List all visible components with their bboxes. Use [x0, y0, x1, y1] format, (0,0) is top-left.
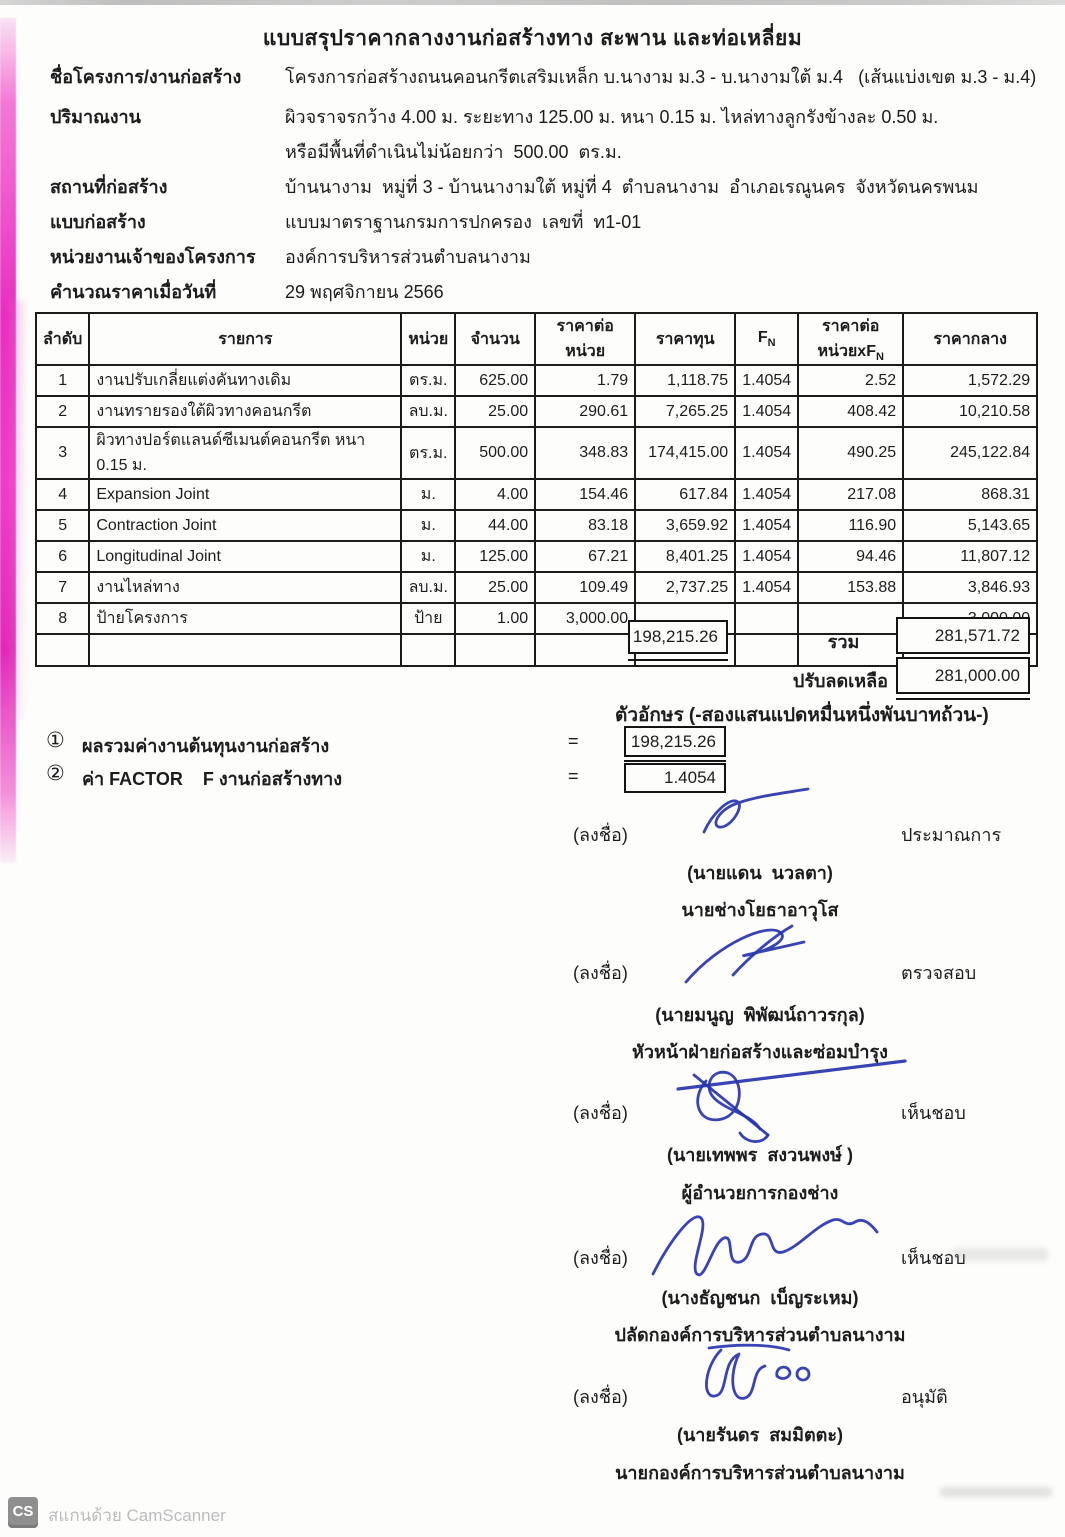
signature-4-ink	[645, 1202, 885, 1292]
cell-unit: ตร.ม.	[401, 365, 455, 396]
cell-unit-price-fn: 490.25	[798, 427, 903, 479]
signature-3-title: ผู้อำนวยการกองช่าง	[681, 1183, 839, 1203]
col-header-fn: $F_N$	[735, 313, 798, 365]
adjusted-value-box: 281,000.00	[896, 657, 1030, 694]
cell-unit-price: 290.61	[535, 396, 635, 427]
amount-in-words: ตัวอักษร (-สองแสนแปดหมื่นหนึ่งพันบาทถ้วน-)	[615, 705, 989, 726]
signature-5-name: (นายรันดร สมมิตตะ)	[676, 1425, 844, 1445]
cell-unit: ม.	[401, 541, 455, 572]
cell-unit-price: 109.49	[535, 572, 635, 603]
cell-item: Expansion Joint	[89, 479, 401, 510]
sum-value-box: 281,571.72	[896, 617, 1030, 654]
note1-equals: =	[568, 731, 579, 751]
col-header-mid-price: ราคากลาง	[903, 313, 1037, 365]
signature-3-ink	[660, 1055, 915, 1153]
field-label-project: ชื่อโครงการ/งานก่อสร้าง	[50, 67, 242, 87]
cell-fn: 1.4054	[735, 396, 798, 427]
field-label-date: คำนวณราคาเมื่อวันที่	[50, 282, 217, 302]
cell-empty	[735, 634, 798, 666]
col-header-unit-price-xfn: ราคาต่อหน่วย$xF_N$	[798, 313, 903, 365]
cell-qty: 500.00	[455, 427, 535, 479]
cell-item: ผิวทางปอร์ตแลนด์ซีเมนต์คอนกรีต หนา 0.15 ม.	[89, 427, 401, 479]
cell-unit: ป้าย	[401, 603, 455, 634]
col-header-unit-price: ราคาต่อหน่วย	[535, 313, 635, 365]
cell-unit-price: 1.79	[535, 365, 635, 396]
signature-1-ink	[688, 782, 820, 844]
cell-no: 7	[36, 572, 89, 603]
table-row	[36, 479, 1037, 510]
cell-fn: 1.4054	[735, 479, 798, 510]
cell-cost: 7,265.25	[635, 396, 735, 427]
field-value-date: 29 พฤศจิกายน 2566	[285, 282, 444, 302]
cell-cost: 8,401.25	[635, 541, 735, 572]
col-header-cost: ราคาทุน	[635, 313, 735, 365]
cell-mid-price: 11,807.12	[903, 541, 1037, 572]
cell-unit-price-fn: 153.88	[798, 572, 903, 603]
cell-qty: 44.00	[455, 510, 535, 541]
signature-4-role: เห็นชอบ	[901, 1248, 966, 1268]
signature-5-ink	[685, 1340, 840, 1422]
cell-unit-price-fn: 217.08	[798, 479, 903, 510]
cell-unit-price: 3,000.00	[535, 603, 635, 634]
cell-item: ป้ายโครงการ	[89, 603, 401, 634]
cell-unit: ตร.ม.	[401, 427, 455, 479]
field-value-quantity: ผิวจราจรกว้าง 4.00 ม. ระยะทาง 125.00 ม. หนา 0.15 ม. ไหล่ทางลูกรังข้างละ 0.50 ม.	[285, 107, 939, 127]
cell-no: 3	[36, 427, 89, 479]
sign-here-label: (ลงชื่อ)	[573, 963, 628, 983]
field-label-quantity: ปริมาณงาน	[50, 107, 141, 127]
cell-fn: 1.4054	[735, 572, 798, 603]
cell-cost: 1,118.75	[635, 365, 735, 396]
cell-empty	[455, 634, 535, 666]
signature-3-role: เห็นชอบ	[901, 1103, 966, 1123]
cell-mid-price: 5,143.65	[903, 510, 1037, 541]
cost-total-underline	[628, 659, 728, 661]
field-value-location: บ้านนางาม หมู่ที่ 3 - บ้านนางามใต้ หมู่ที่ 4 ตำบลนางาม อำเภอเรณูนคร จังหวัดนครพนม	[285, 177, 979, 197]
cell-unit-price-fn: 116.90	[798, 510, 903, 541]
sign-here-label: (ลงชื่อ)	[573, 1387, 628, 1407]
cell-unit: ลบ.ม.	[401, 572, 455, 603]
note1-number: ①	[46, 729, 65, 752]
note2-equals: =	[568, 766, 579, 786]
cell-fn	[735, 603, 798, 634]
sum-label: รวม	[827, 632, 860, 652]
note2-label: ค่า FACTOR F งานก่อสร้างทาง	[82, 769, 343, 789]
cell-fn: 1.4054	[735, 541, 798, 572]
table-row	[36, 365, 1037, 396]
cost-table	[35, 312, 1038, 667]
cell-unit: ลบ.ม.	[401, 396, 455, 427]
cell-mid-price: 3,846.93	[903, 572, 1037, 603]
sign-here-label: (ลงชื่อ)	[573, 825, 628, 845]
table-row	[36, 572, 1037, 603]
signature-4-name: (นางธัญชนก เบ็ญระเหม)	[661, 1288, 859, 1308]
cell-unit-price: 348.83	[535, 427, 635, 479]
signature-5-title: นายกองค์การบริหารส่วนตำบลนางาม	[615, 1463, 905, 1483]
note1-underline	[624, 760, 726, 762]
field-label-drawing: แบบก่อสร้าง	[50, 212, 146, 232]
cell-mid-price: 1,572.29	[903, 365, 1037, 396]
signature-2-title: หัวหน้าฝ่ายก่อสร้างและซ่อมบำรุง	[632, 1042, 888, 1062]
cell-mid-price: 868.31	[903, 479, 1037, 510]
cell-cost: 3,659.92	[635, 510, 735, 541]
signature-2-role: ตรวจสอบ	[901, 963, 977, 983]
cell-item: Contraction Joint	[89, 510, 401, 541]
cell-item: งานปรับเกลี่ยแต่งคันทางเดิม	[89, 365, 401, 396]
cell-unit-price: 83.18	[535, 510, 635, 541]
scan-pink-haze-artifact	[10, 300, 24, 720]
cell-no: 1	[36, 365, 89, 396]
cell-no: 5	[36, 510, 89, 541]
cell-fn: 1.4054	[735, 427, 798, 479]
signature-3-name: (นายเทพพร สงวนพงษ์ )	[666, 1145, 854, 1165]
cell-unit: ม.	[401, 510, 455, 541]
cell-empty	[535, 634, 635, 666]
cell-qty: 4.00	[455, 479, 535, 510]
signature-1-name: (นายแดน นวลตา)	[687, 863, 833, 883]
cell-unit-price-fn: 408.42	[798, 396, 903, 427]
cell-empty	[89, 634, 401, 666]
cell-fn: 1.4054	[735, 510, 798, 541]
cell-empty	[401, 634, 455, 666]
note1-value-box: 198,215.26	[624, 726, 726, 757]
note1-label: ผลรวมค่างานต้นทุนงานก่อสร้าง	[82, 736, 330, 756]
cell-item: งานทรายรองใต้ผิวทางคอนกรีต	[89, 396, 401, 427]
cell-cost: 2,737.25	[635, 572, 735, 603]
table-row	[36, 510, 1037, 541]
cell-no: 2	[36, 396, 89, 427]
scan-smudge	[940, 1487, 1052, 1497]
col-header-qty: จำนวน	[455, 313, 535, 365]
sign-here-label: (ลงชื่อ)	[573, 1103, 628, 1123]
field-value-project: โครงการก่อสร้างถนนคอนกรีตเสริมเหล็ก บ.นางาม ม.3 - บ.นางามใต้ ม.4 (เส้นแบ่งเขต ม.3 - ม.4)	[285, 67, 1037, 87]
cell-cost: 174,415.00	[635, 427, 735, 479]
field-value-drawing: แบบมาตราฐานกรมการปกครอง เลขที่ ท1-01	[285, 212, 642, 232]
sign-here-label: (ลงชื่อ)	[573, 1248, 628, 1268]
col-header-no: ลำดับ	[36, 313, 89, 365]
table-row	[36, 541, 1037, 572]
field-value-quantity2: หรือมีพื้นที่ดำเนินไม่น้อยกว่า 500.00 ตร.ม.	[285, 142, 622, 162]
note2-value-box: 1.4054	[624, 763, 726, 793]
cell-unit-price-fn: 2.52	[798, 365, 903, 396]
cell-qty: 25.00	[455, 396, 535, 427]
adjusted-label: ปรับลดเหลือ	[792, 671, 888, 691]
col-header-item: รายการ	[89, 313, 401, 365]
camscanner-watermark: สแกนด้วย CamScanner	[48, 1506, 226, 1525]
table-row	[36, 427, 1037, 479]
signature-2-ink	[678, 920, 833, 992]
camscanner-logo-icon: CS	[8, 1497, 38, 1525]
cell-mid-price: 245,122.84	[903, 427, 1037, 479]
cell-qty: 625.00	[455, 365, 535, 396]
col-header-unit: หน่วย	[401, 313, 455, 365]
field-label-location: สถานที่ก่อสร้าง	[50, 177, 168, 197]
cell-qty: 1.00	[455, 603, 535, 634]
cell-qty: 25.00	[455, 572, 535, 603]
cell-item: งานไหล่ทาง	[89, 572, 401, 603]
cell-unit-price: 154.46	[535, 479, 635, 510]
cell-cost: 617.84	[635, 479, 735, 510]
cell-mid-price: 10,210.58	[903, 396, 1037, 427]
signature-4-title: ปลัดกองค์การบริหารส่วนตำบลนางาม	[614, 1325, 906, 1345]
cell-item: Longitudinal Joint	[89, 541, 401, 572]
cell-unit-price: 67.21	[535, 541, 635, 572]
signature-2-name: (นายมนูญ พิพัฒน์ถาวรกุล)	[655, 1005, 865, 1025]
table-header-row	[36, 313, 1037, 365]
cell-no: 8	[36, 603, 89, 634]
field-value-agency: องค์การบริหารส่วนตำบลนางาม	[285, 247, 531, 267]
cell-fn: 1.4054	[735, 365, 798, 396]
field-label-agency: หน่วยงานเจ้าของโครงการ	[50, 247, 256, 267]
cell-empty	[36, 634, 89, 666]
document-title: แบบสรุปราคากลางงานก่อสร้างทาง สะพาน และท่อเหลี่ยม	[262, 27, 803, 50]
scan-top-edge-artifact	[0, 0, 1065, 5]
signature-1-title: นายช่างโยธาอาวุโส	[681, 900, 839, 920]
table-row	[36, 396, 1037, 427]
cell-unit: ม.	[401, 479, 455, 510]
signature-5-role: อนุมัติ	[901, 1387, 948, 1407]
note2-number: ②	[46, 762, 65, 785]
signature-1-role: ประมาณการ	[901, 825, 1002, 845]
cell-no: 4	[36, 479, 89, 510]
cost-total-box: 198,215.26	[628, 620, 728, 654]
cell-no: 6	[36, 541, 89, 572]
cell-unit-price-fn: 94.46	[798, 541, 903, 572]
scan-smudge	[952, 1248, 1048, 1261]
cell-qty: 125.00	[455, 541, 535, 572]
